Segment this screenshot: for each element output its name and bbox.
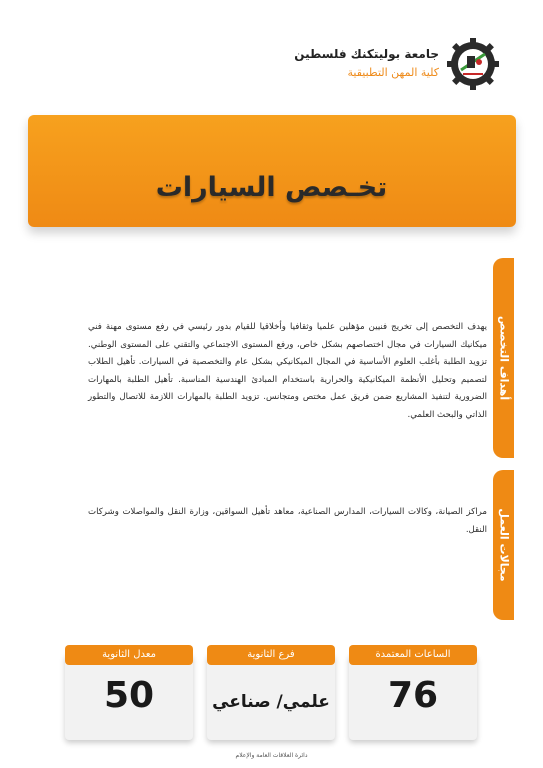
title-banner: [28, 115, 516, 227]
card-value: علمي/ صناعي: [212, 692, 330, 712]
goals-paragraph: يهدف التخصص إلى تخريج فنيين مؤهلين علميا وثقافيا وأخلاقيا للقيام بدور رئيسي في رفع مستوى مهنة فني ميكانيك السيارات في مجال اختصاصهم بشكل خاص، ورفع المستوى الاجتماعي والتقني على المستوى الوطني. تزويد الطلبة بأغلب العلوم الأساسية في المجال الميكانيكي بشكل عام والتخصصية في السيارات. تأهيل الطلاب لتصميم وتحليل الأنظمة الميكانيكية والحرارية باستخدام المبادئ الهندسية المناسبة. تأهيل الطلبة بالمهارات الضرورية لتنفيذ المشاريع ضمن فريق عمل مختص ومتجانس. تزويد الطلبة بالمهارات اللازمة للاتصال والتطور الذاتي والبحث العلمي.: [88, 322, 487, 420]
card-value: 76: [387, 675, 439, 716]
goals-tab: [493, 258, 514, 458]
card-label: معدل الثانوية: [65, 645, 193, 665]
footer-text: دائرة العلاقات العامة والإعلام: [235, 752, 308, 759]
page-title: تخـصص السيارات: [155, 172, 388, 203]
goals-tab-label: أهداف التخصص: [497, 315, 510, 401]
secondary-branch-card: [207, 645, 335, 740]
fields-tab-label: مجالات العمل: [497, 508, 510, 582]
card-label: فرع الثانوية: [207, 645, 335, 665]
university-name: جامعة بوليتكنك فلسطين: [294, 47, 439, 61]
university-logo: [445, 36, 501, 92]
secondary-average-card: [65, 645, 193, 740]
fields-paragraph: مراكز الصيانة، وكالات السيارات، المدارس الصناعية، معاهد تأهيل السواقين، وزارة النقل والمواصلات وشركات النقل.: [88, 507, 487, 535]
college-name: كلية المهن التطبيقية: [347, 66, 439, 79]
fields-tab: [493, 470, 514, 620]
card-value: 50: [103, 675, 155, 716]
credit-hours-card: [349, 645, 477, 740]
card-label: الساعات المعتمدة: [349, 645, 477, 665]
